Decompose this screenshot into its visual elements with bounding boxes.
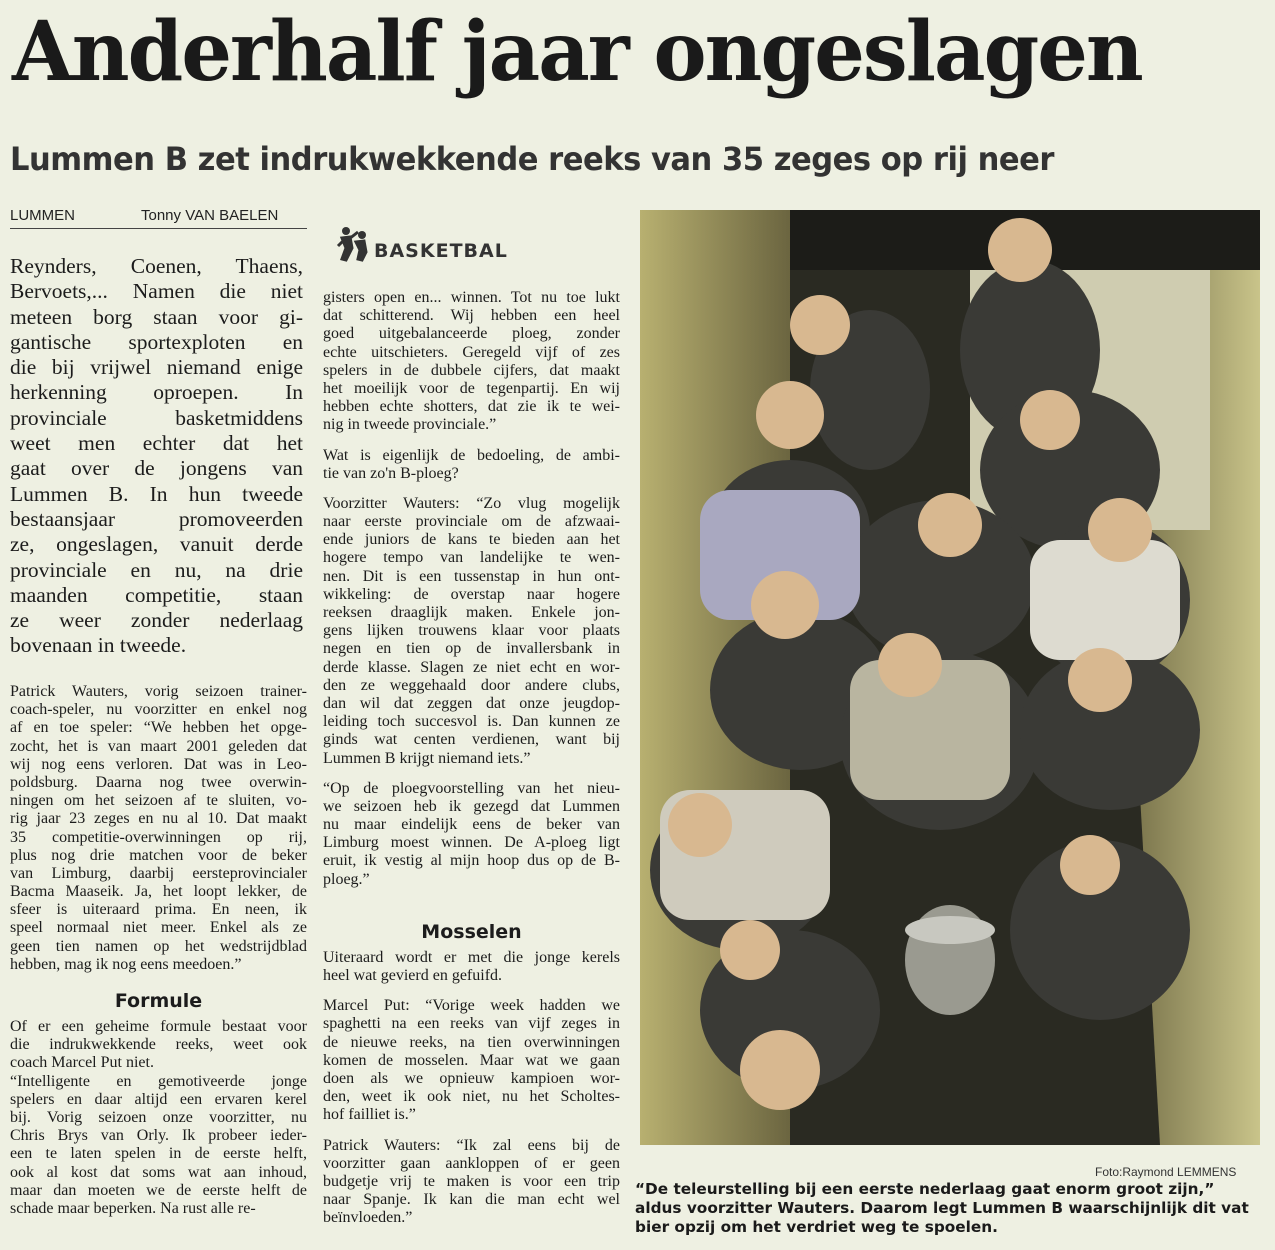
paragraph	[323, 780, 620, 889]
text-line: naar eerste provinciale om de afzwaai-	[323, 513, 620, 531]
text-line: maanden competitie, staan	[10, 582, 303, 607]
text-line: geen tien namen op het wedstrijdblad	[10, 937, 307, 955]
text-line: ploeg.”	[323, 870, 370, 888]
text-line: af en toe speler: “We hebben het opge-	[10, 719, 307, 737]
text-line: Bervoets,... Namen die niet	[10, 279, 303, 304]
column1-lede	[10, 254, 303, 659]
text-line: schade maar beperken. Na rust alle re-	[10, 1199, 256, 1217]
text-line: bestaansjaar promoveerden	[10, 506, 303, 531]
paragraph	[10, 683, 307, 974]
subheading-formule: Formule	[114, 990, 203, 1012]
text-line: voorzitter gaan aankloppen of er geen	[323, 1154, 620, 1172]
text-line: Limburg moest winnen. De A-ploeg ligt	[323, 834, 620, 852]
text-line: dat schitterend. Wij hebben een heel	[323, 307, 620, 325]
text-line: nig in tweede provinciale.”	[323, 416, 497, 434]
text-line: Lummen B. In hun tweede	[10, 481, 303, 506]
text-line: Wat is eigenlijk de bedoeling, de ambi-	[323, 446, 620, 464]
text-line: Chris Brys van Orly. Ik probeer ieder-	[10, 1127, 307, 1145]
text-line: den ze weggehaald door andere clubs,	[323, 676, 620, 694]
text-line: ook al kost dat soms wat aan inhoud,	[10, 1163, 307, 1181]
text-line: rig jaar 23 zeges en nu al 10. Dat maakt	[10, 810, 307, 828]
text-line: beïnvloeden.”	[323, 1209, 413, 1227]
text-line: ende juniors de kans te bieden aan het	[323, 531, 620, 549]
byline-location: LUMMEN	[10, 207, 76, 224]
text-line: die indrukwekkende reeks, weet ook	[10, 1036, 307, 1054]
text-line: we seizoen heb ik gezegd dat Lummen	[323, 797, 620, 815]
paragraph	[323, 447, 620, 483]
text-line: Voorzitter Wauters: “Zo vlug mogelijk	[323, 494, 620, 512]
section-label-text: BASKETBAL	[374, 240, 508, 262]
text-line: meteen borg staan voor gi-	[10, 304, 303, 329]
text-line: 35 competitie-overwinningen op rij,	[10, 828, 307, 846]
text-line: maar dan moeten we de eerste helft de	[10, 1181, 307, 1199]
text-line: hebben echte shotters, dat zie ik te wei-	[323, 398, 620, 416]
text-line: bij. Vorig seizoen onze voorzitter, nu	[10, 1108, 307, 1126]
paragraph	[10, 1073, 307, 1219]
text-line: herkenning oproepen. In	[10, 380, 303, 405]
text-line: ginds wat centen verdienen, want bij	[323, 731, 620, 749]
photo-caption: “De teleurstelling bij een eerste nederlaag gaat enorm groot zijn,” aldus voorzitter Wauters. Daarom legt Lummen B waarschijnlijk dit vat bier opzij om het verdriet weg te spoelen.	[635, 1180, 1249, 1236]
text-line: naar Spanje. Ik kan die man echt wel	[323, 1191, 620, 1209]
section-label	[336, 226, 508, 262]
column2-body	[323, 289, 620, 1227]
text-line: gisters open en... winnen. Tot nu toe lukt	[323, 289, 620, 306]
text-line: Of er een geheime formule bestaat voor	[10, 1018, 307, 1035]
text-line: speel normaal niet meer. Enkel als ze	[10, 919, 307, 937]
subheading-mosselen: Mosselen	[421, 920, 522, 943]
text-line: doen als we opnieuw kampioen wor-	[323, 1069, 620, 1087]
text-line: zocht, het is van maart 2001 geleden dat	[10, 737, 307, 755]
text-line: Reynders, Coenen, Thaens,	[10, 254, 303, 278]
column1-body	[10, 683, 307, 1218]
text-line: nu maar eindelijk eens de beker van	[323, 816, 620, 834]
text-line: die bij vrijwel niemand enige	[10, 355, 303, 380]
basketball-player-icon	[336, 226, 370, 262]
text-line: wij nog eens verloren. Dat was in Leo-	[10, 755, 307, 773]
text-line: weet men echter dat het	[10, 431, 303, 456]
text-line: ze, ongeslagen, vanuit derde	[10, 532, 303, 557]
text-line: de nieuwe reeks, na tien overwinningen	[323, 1033, 620, 1051]
text-line: spaghetti na een reeks van vijf zeges in	[323, 1015, 620, 1033]
text-line: derde klasse. Slagen ze niet echt en wor-	[323, 658, 620, 676]
text-line: dan wil dat zeggen dat onze jeugdop-	[323, 694, 620, 712]
team-photo	[640, 210, 1260, 1145]
text-line: provinciale basketmiddens	[10, 405, 303, 430]
text-line: hogere tempo van landelijke te wen-	[323, 549, 620, 567]
text-line: gaat over de jongens van	[10, 456, 303, 481]
text-line: ningen om het seizoen af te sluiten, vo-	[10, 792, 307, 810]
text-line: provinciale en nu, na drie	[10, 557, 303, 582]
paragraph	[323, 1137, 620, 1228]
text-line: negen en tien op de invallersbank in	[323, 640, 620, 658]
text-line: leiding toch succesvol is. Dan kunnen ze	[323, 713, 620, 731]
photo-credit: Foto:Raymond LEMMENS	[1095, 1165, 1237, 1179]
text-line: nen. Dit is een tussenstap in hun ont-	[323, 567, 620, 585]
paragraph	[323, 495, 620, 768]
text-line: het moeilijk voor de tegenpartij. En wij	[323, 379, 620, 397]
text-line: van Limburg, daarbij eersteprovincialer	[10, 864, 307, 882]
text-line: Marcel Put: “Vorige week hadden we	[323, 997, 620, 1015]
text-line: wikkeling: de overstap naar hogere	[323, 585, 620, 603]
headline: Anderhalf jaar ongeslagen	[12, 4, 1142, 100]
text-line: eruit, ik vestig al mijn hoop dus op de B-	[323, 852, 620, 870]
byline-rule	[10, 228, 307, 229]
text-line: hebben, mag ik nog eens meedoen.”	[10, 955, 242, 973]
text-line: gens lijken trouwens klaar voor plaats	[323, 622, 620, 640]
paragraph	[323, 289, 620, 435]
text-line: Patrick Wauters: “Ik zal eens bij de	[323, 1136, 620, 1154]
text-line: spelers en daar altijd een ervaren kerel	[10, 1090, 307, 1108]
text-line: den, weet ik ook niet, nu het Scholtes-	[323, 1088, 620, 1106]
text-line: “Op de ploegvoorstelling van het nieu-	[323, 779, 620, 797]
text-line: gantische sportexploten en	[10, 329, 303, 354]
text-line: reeksen draaglijk maken. Enkele jon-	[323, 604, 620, 621]
paragraph	[323, 997, 620, 1124]
paragraph	[10, 1018, 307, 1073]
text-line: heel wat gevierd en gefuifd.	[323, 967, 503, 984]
text-line: Bacma Maaseik. Ja, het loopt lekker, de	[10, 883, 307, 901]
paragraph	[323, 949, 620, 985]
subheadline: Lummen B zet indrukwekkende reeks van 35 zeges op rij neer	[10, 140, 1054, 178]
text-line: een te laten spelen in de eerste helft,	[10, 1145, 307, 1163]
text-line: sfeer is uiteraard prima. En neen, ik	[10, 901, 307, 919]
text-line: komen de mosselen. Maar wat we gaan	[323, 1051, 620, 1069]
text-line: Patrick Wauters, vorig seizoen trainer-	[10, 683, 307, 700]
text-line: goed uitgebalanceerde ploeg, zonder	[323, 325, 620, 343]
text-line: coach Marcel Put niet.	[10, 1054, 154, 1072]
byline-author: Tonny VAN BAELEN	[141, 207, 279, 224]
text-line: spelers in de dubbele cijfers, dat maakt	[323, 361, 620, 379]
text-line: “Intelligente en gemotiveerde jonge	[10, 1072, 307, 1090]
text-line: tie van zo'n B-ploeg?	[323, 464, 459, 482]
text-line: ze weer zonder nederlaag	[10, 608, 303, 633]
text-line: plus nog drie matchen voor de beker	[10, 846, 307, 864]
text-line: Lummen B krijgt niemand iets.”	[323, 749, 531, 767]
text-line: Uiteraard wordt er met die jonge kerels	[323, 948, 620, 966]
text-line: poldsburg. Daarna nog twee overwin-	[10, 773, 307, 791]
text-line: echte uitschieters. Geregeld vijf of zes	[323, 343, 620, 361]
text-line: hof failliet is.”	[323, 1106, 416, 1124]
text-line: budgetje vrij te maken is voor een trip	[323, 1172, 620, 1190]
text-line: coach-speler, nu voorzitter en enkel nog	[10, 701, 307, 719]
text-line: bovenaan in tweede.	[10, 633, 187, 658]
